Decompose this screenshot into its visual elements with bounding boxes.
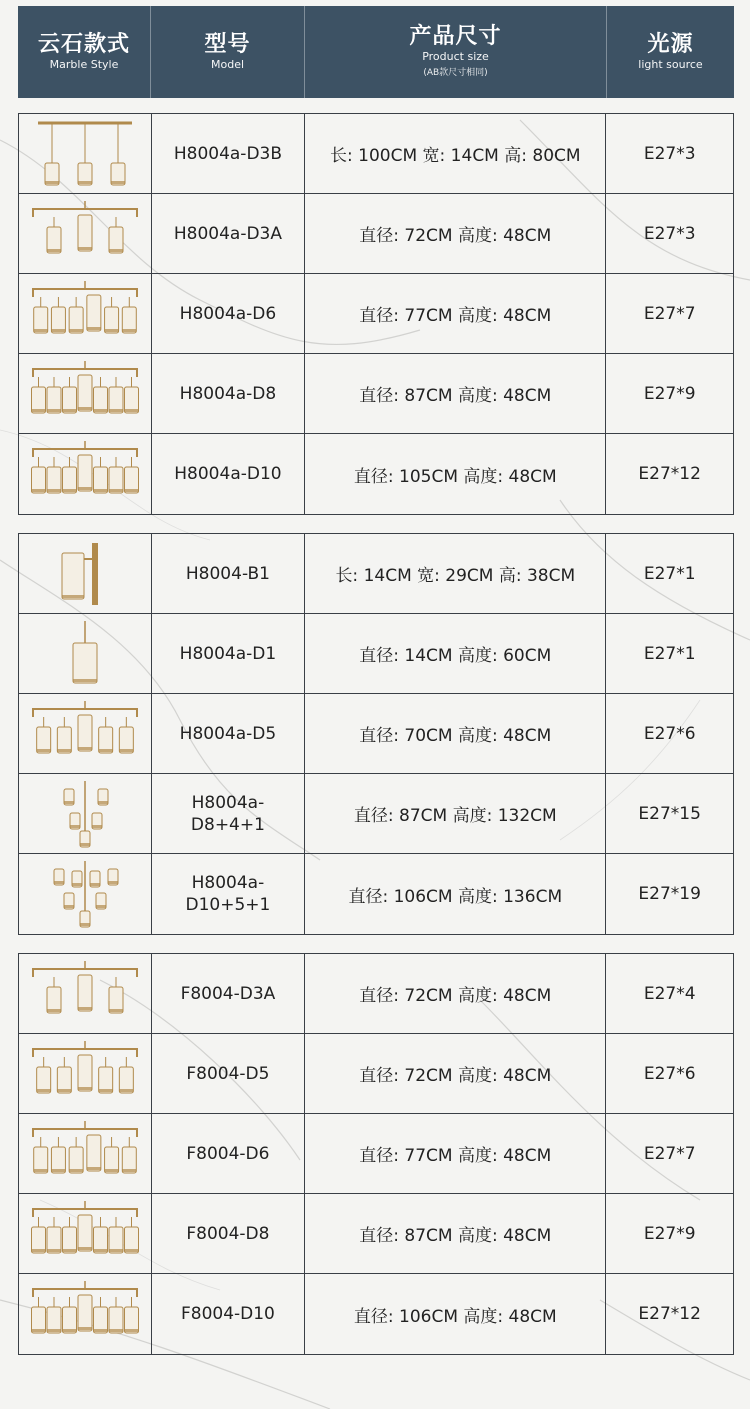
product-image <box>19 194 152 273</box>
lamp-illustration <box>24 1119 146 1189</box>
product-image <box>19 774 152 853</box>
light-cell: E27*19 <box>638 884 701 904</box>
model-cell: F8004-D3A <box>152 954 306 1033</box>
header-note: (AB款尺寸相同) <box>423 68 488 78</box>
light-cell: E27*3 <box>643 223 696 244</box>
product-image <box>19 1274 152 1354</box>
light-cell: E27*12 <box>638 1304 701 1324</box>
header-product-size <box>305 6 607 98</box>
light-cell: E27*9 <box>643 1223 696 1244</box>
product-image <box>19 854 152 934</box>
table-row <box>19 854 733 934</box>
header-marble-style <box>18 6 151 98</box>
size-cell: 直径: 77CM 高度: 48CM <box>305 1114 606 1193</box>
product-group-3 <box>18 953 734 1355</box>
model-cell: H8004a-D6 <box>152 274 306 353</box>
header-model <box>151 6 305 98</box>
light-cell: E27*9 <box>643 383 696 404</box>
size-cell: 直径: 87CM 高度: 48CM <box>305 354 606 433</box>
header-en: Marble Style <box>49 58 119 71</box>
model-cell: F8004-D8 <box>152 1194 306 1273</box>
product-image <box>19 114 152 193</box>
header-en: Product size <box>422 50 489 63</box>
table-row <box>19 1114 733 1194</box>
product-image <box>19 1114 152 1193</box>
table-row <box>19 434 733 514</box>
light-cell: E27*1 <box>643 643 696 664</box>
lamp-illustration <box>24 699 146 769</box>
product-image <box>19 694 152 773</box>
header-en: Model <box>210 58 245 71</box>
size-cell: 直径: 106CM 高度: 136CM <box>305 854 606 934</box>
header-light-source <box>607 6 734 98</box>
model-cell: H8004a-D3B <box>152 114 306 193</box>
table-row <box>19 114 733 194</box>
product-group-2 <box>18 533 734 935</box>
size-cell: 直径: 87CM 高度: 48CM <box>305 1194 606 1273</box>
product-image <box>19 1194 152 1273</box>
lamp-illustration <box>24 119 146 189</box>
model-cell: F8004-D6 <box>152 1114 306 1193</box>
light-cell: E27*12 <box>638 464 701 484</box>
header-zh: 型号 <box>204 32 251 57</box>
product-image <box>19 434 152 514</box>
lamp-illustration <box>24 359 146 429</box>
lamp-illustration <box>24 1199 146 1269</box>
table-row <box>19 954 733 1034</box>
size-cell: 长: 100CM 宽: 14CM 高: 80CM <box>305 114 606 193</box>
product-group-1 <box>18 113 734 515</box>
header-en: light source <box>638 58 703 71</box>
product-image <box>19 274 152 353</box>
lamp-illustration <box>24 1039 146 1109</box>
table-row <box>19 194 733 274</box>
table-row <box>19 614 733 694</box>
table-row <box>19 354 733 434</box>
lamp-illustration <box>24 1279 146 1349</box>
table-row <box>19 534 733 614</box>
size-cell: 直径: 105CM 高度: 48CM <box>305 434 606 514</box>
model-cell: H8004a-D1 <box>152 614 306 693</box>
light-cell: E27*1 <box>643 563 696 584</box>
header-zh: 产品尺寸 <box>409 24 502 49</box>
table-row <box>19 694 733 774</box>
table-row <box>19 1274 733 1354</box>
lamp-illustration <box>24 199 146 269</box>
table-row <box>19 1034 733 1114</box>
size-cell: 直径: 72CM 高度: 48CM <box>305 954 606 1033</box>
size-cell: 直径: 14CM 高度: 60CM <box>305 614 606 693</box>
table-header <box>18 6 734 98</box>
model-cell: H8004a-D10+5+1 <box>152 854 306 934</box>
size-cell: 直径: 106CM 高度: 48CM <box>305 1274 606 1354</box>
product-image <box>19 1034 152 1113</box>
product-image <box>19 354 152 433</box>
size-cell: 直径: 87CM 高度: 132CM <box>305 774 606 853</box>
model-cell: H8004a-D10 <box>152 434 306 514</box>
product-image <box>19 614 152 693</box>
table-row <box>19 1194 733 1274</box>
light-cell: E27*7 <box>643 303 696 324</box>
size-cell: 直径: 77CM 高度: 48CM <box>305 274 606 353</box>
lamp-illustration <box>24 539 146 609</box>
header-zh: 光源 <box>647 32 694 57</box>
lamp-illustration <box>24 619 146 689</box>
model-cell: F8004-D10 <box>152 1274 306 1354</box>
model-cell: F8004-D5 <box>152 1034 306 1113</box>
light-cell: E27*6 <box>643 1063 696 1084</box>
light-cell: E27*7 <box>643 1143 696 1164</box>
lamp-illustration <box>24 779 146 849</box>
size-cell: 直径: 70CM 高度: 48CM <box>305 694 606 773</box>
product-image <box>19 534 152 613</box>
model-cell: H8004a-D8 <box>152 354 306 433</box>
light-cell: E27*3 <box>643 143 696 164</box>
size-cell: 直径: 72CM 高度: 48CM <box>305 1034 606 1113</box>
table-row <box>19 274 733 354</box>
lamp-illustration <box>24 279 146 349</box>
model-cell: H8004a-D8+4+1 <box>152 774 306 853</box>
model-cell: H8004a-D3A <box>152 194 306 273</box>
lamp-illustration <box>24 959 146 1029</box>
model-cell: H8004-B1 <box>152 534 306 613</box>
size-cell: 直径: 72CM 高度: 48CM <box>305 194 606 273</box>
light-cell: E27*15 <box>638 803 701 824</box>
lamp-illustration <box>24 439 146 509</box>
lamp-illustration <box>24 859 146 929</box>
light-cell: E27*4 <box>643 983 696 1004</box>
product-image <box>19 954 152 1033</box>
table-row <box>19 774 733 854</box>
model-cell: H8004a-D5 <box>152 694 306 773</box>
light-cell: E27*6 <box>643 723 696 744</box>
header-zh: 云石款式 <box>37 32 130 57</box>
size-cell: 长: 14CM 宽: 29CM 高: 38CM <box>305 534 606 613</box>
